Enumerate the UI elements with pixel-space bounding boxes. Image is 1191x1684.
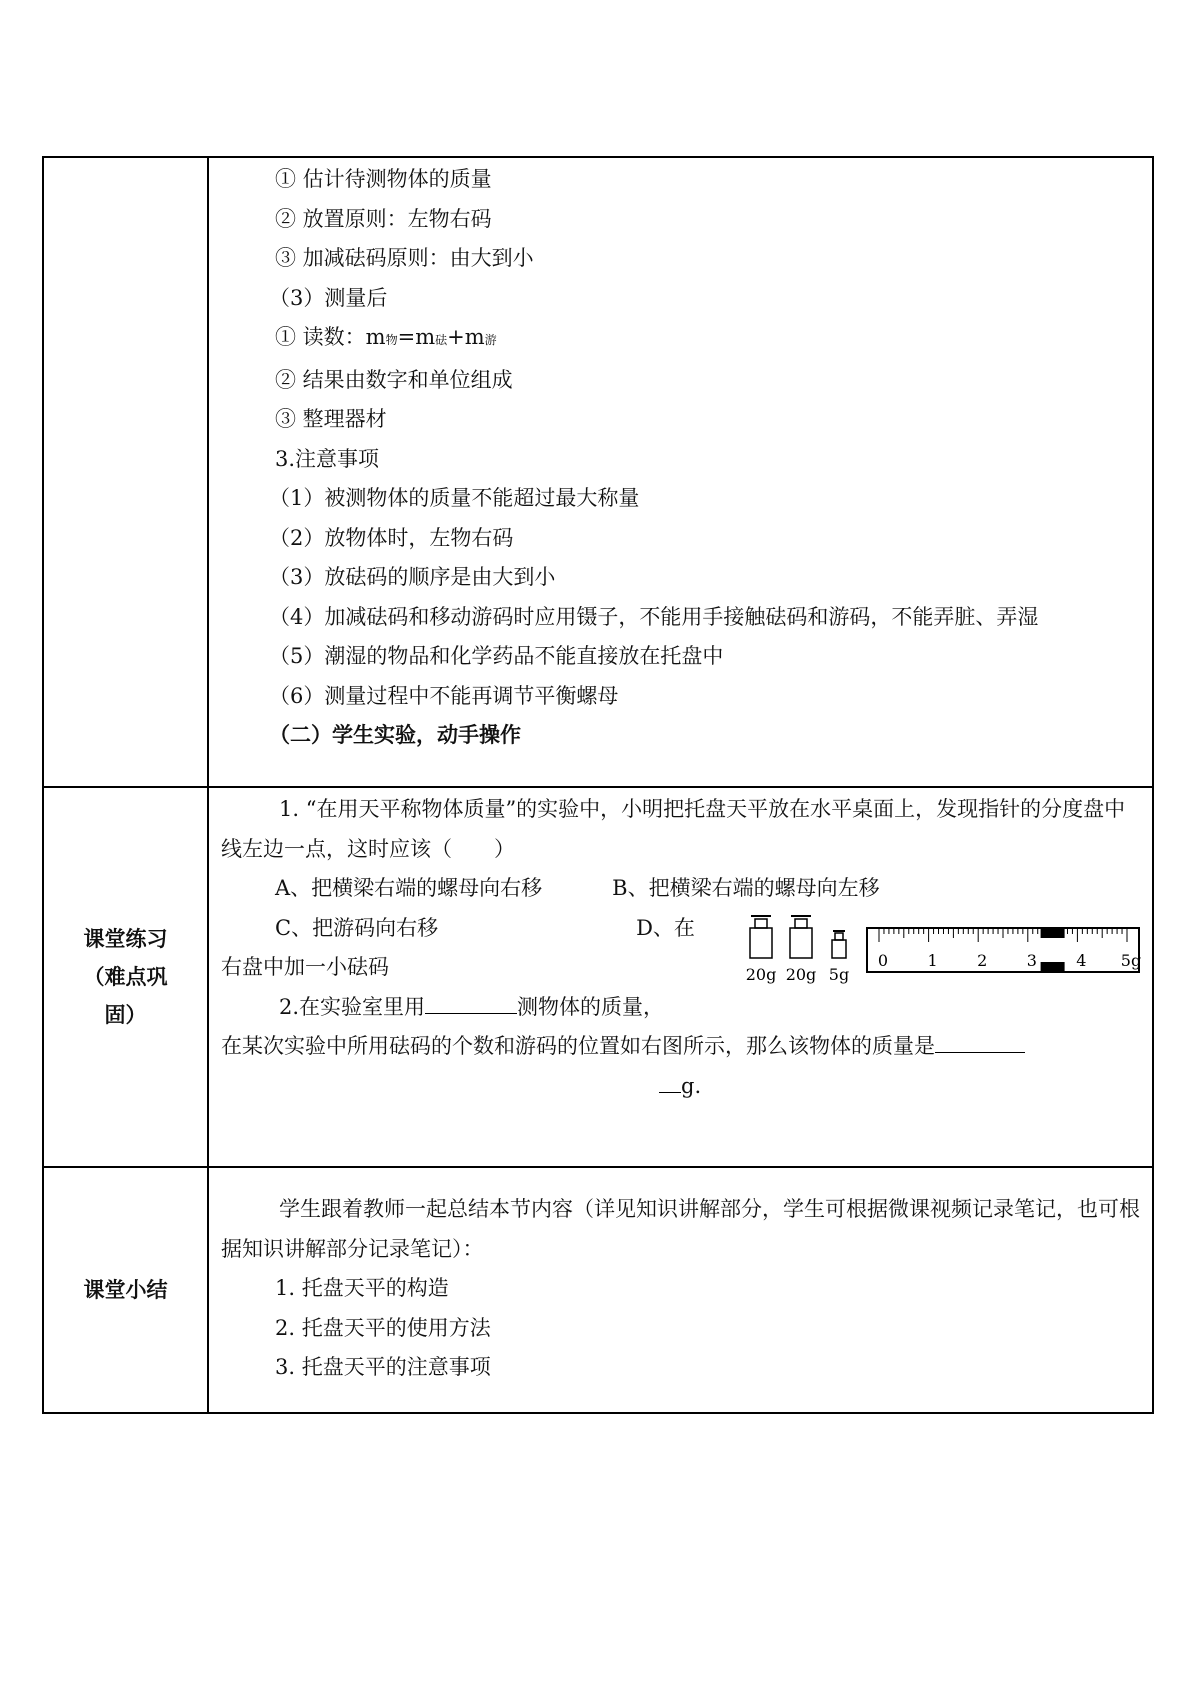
summary-intro: 学生跟着教师一起总结本节内容（详见知识讲解部分，学生可根据微课视频记录笔记，也可根据知识讲解部分记录笔记）： [221,1197,1140,1261]
content-cell [208,787,1153,1167]
weight-icon [786,916,817,984]
summary-item: 3. 托盘天平的注意事项 [275,1355,491,1379]
weight-label: 20g [785,965,817,984]
weight-label: 20g [745,965,777,984]
lesson-table [42,156,1154,1414]
scale-tick-label: 5g [1120,951,1142,970]
rider-bottom [1041,962,1065,972]
rider-top [1041,928,1065,938]
weight-icon [746,916,777,984]
weights-group [746,916,850,984]
question-2-continued: 在某次实验中所用砝码的个数和游码的位置如右图所示，那么该物体的质量是 [221,1027,1142,1067]
procedure-content [209,158,1152,756]
scale-tick-label: 3 [1026,951,1037,970]
table-row [43,1167,1153,1413]
row-label-summary: 课堂小结 [43,1167,208,1413]
step-line: ③ 整理器材 [275,407,387,431]
table-row [43,787,1153,1167]
step-line: ② 放置原则：左物右码 [275,206,492,231]
summary-item: 2. 托盘天平的使用方法 [275,1315,491,1340]
note-line-long: （4）加减砝码和移动游码时应用镊子，不能用手接触砝码和游码，不能弄脏、弄湿 [269,604,1039,629]
rider-scale [867,928,1141,972]
row-label-practice: 课堂练习 （难点巩 固） [43,787,208,1167]
practice-content [209,788,1152,1106]
answer-blank[interactable] [935,1030,1025,1053]
row-label-empty [43,157,208,787]
step-line: ③ 加减砝码原则：由大到小 [275,246,534,270]
step-line: ② 结果由数字和单位组成 [275,367,513,392]
content-cell [208,1167,1153,1413]
option-d: D、在 [636,915,695,940]
option-c: C、把游码向右移 [275,915,439,940]
summary-content [209,1168,1152,1388]
option-a: A、把横梁右端的螺母向右移 [275,876,543,900]
option-b: B、把横梁右端的螺母向左移 [612,876,880,900]
options-ab [221,869,1142,909]
scale-tick-label: 2 [977,951,988,970]
step-line: （3）测量后 [269,285,388,310]
table-row [43,157,1153,787]
weights-and-rider-figure [745,906,1142,986]
option-d-continued: 右盘中加一小砝码 [221,955,389,979]
note-line: （1）被测物体的质量不能超过最大称量 [269,486,640,510]
reading-formula: ① 读数：m物=m砝+m游 [275,325,497,349]
note-line: （3）放砝码的顺序是由大到小 [269,565,556,589]
scale-tick-label: 1 [927,951,938,970]
question-2-end: g. [221,1067,1142,1107]
content-cell [208,157,1153,787]
answer-blank[interactable] [425,991,517,1014]
question-2: 2.在实验室里用 测物体的质量， [221,988,1142,1028]
answer-blank[interactable] [659,1070,681,1093]
weight-label: 5g [828,965,850,984]
section-heading: 3.注意事项 [275,446,380,471]
experiment-heading: （二）学生实验，动手操作 [269,723,521,747]
step-line: ① 估计待测物体的质量 [275,167,492,191]
note-line: （2）放物体时，左物右码 [269,525,514,550]
weight-icon [829,931,849,984]
note-line: （6）测量过程中不能再调节平衡螺母 [269,683,619,708]
note-line: （5）潮湿的物品和化学药品不能直接放在托盘中 [269,644,724,668]
summary-item: 1. 托盘天平的构造 [275,1276,449,1300]
scale-tick-label: 0 [877,951,889,970]
question-1: 1. “在用天平称物体质量”的实验中，小明把托盘天平放在水平桌面上，发现指针的分度盘中线左边一点，这时应该（ ） [221,797,1126,861]
scale-tick-label: 4 [1076,951,1087,970]
